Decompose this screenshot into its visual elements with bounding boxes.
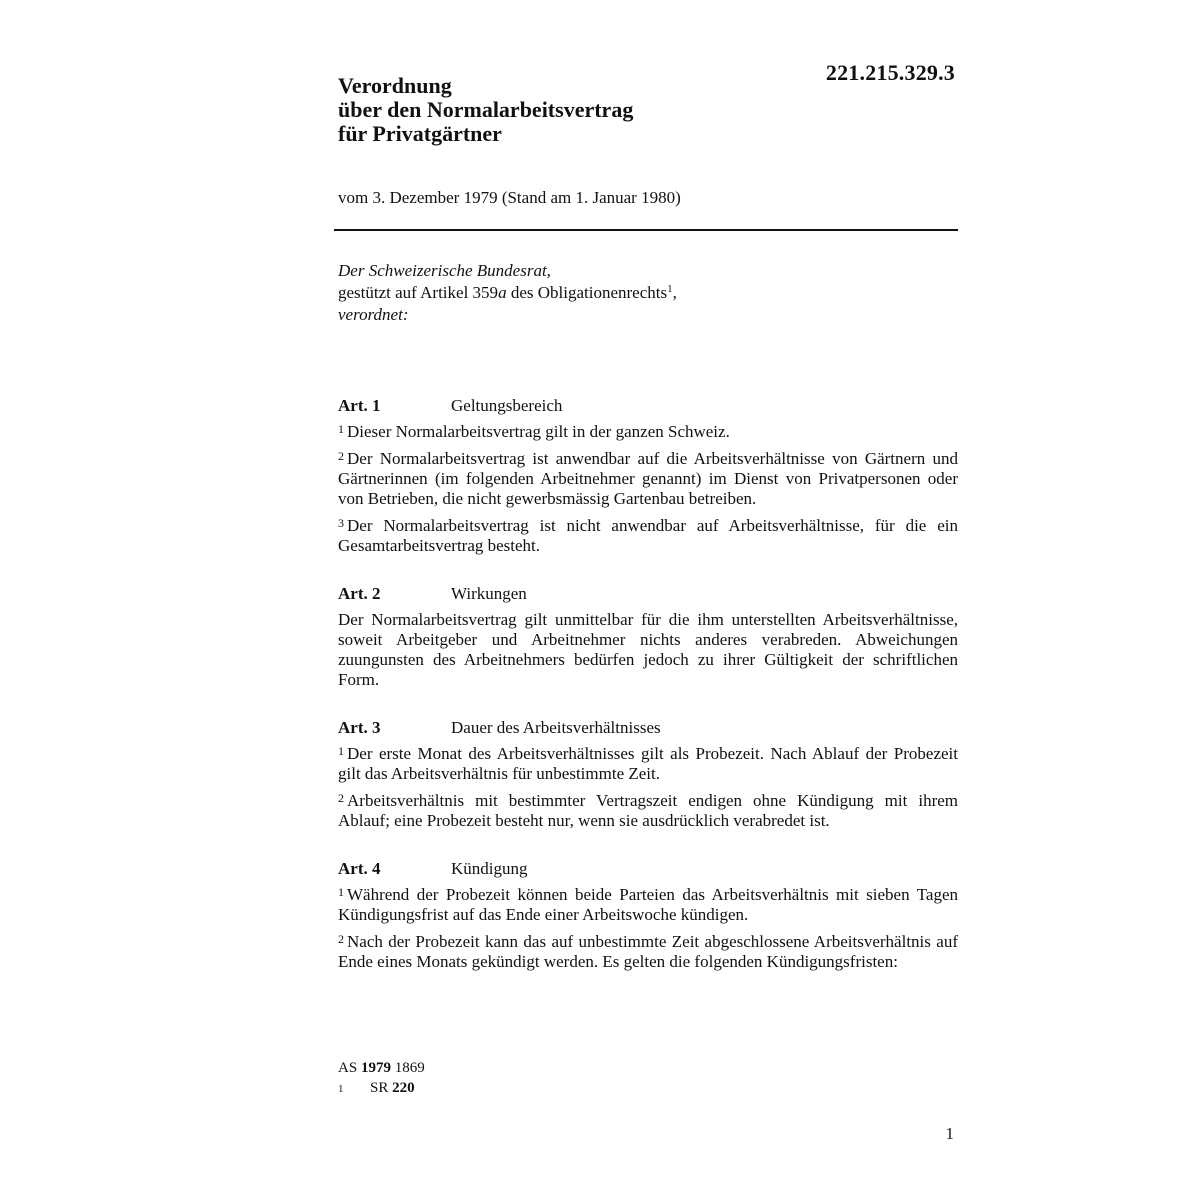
article-heading [338, 858, 958, 880]
preamble-basis-italic: a [498, 283, 507, 302]
preamble-enacting: verordnet: [338, 305, 409, 324]
article-title: Kündigung [451, 859, 528, 878]
document-title [338, 74, 758, 146]
article-spacer [338, 838, 958, 858]
paragraph-number: 1 [338, 885, 344, 899]
date-line: vom 3. Dezember 1979 (Stand am 1. Januar 1980) [338, 188, 681, 207]
article-paragraph [338, 932, 958, 972]
preamble [338, 260, 958, 326]
title-line-2: über den Normalarbeitsvertrag [338, 97, 634, 122]
footnote-text [370, 1078, 415, 1098]
footnotes [338, 1058, 425, 1099]
article-1 [338, 395, 958, 556]
article-heading [338, 717, 958, 739]
paragraph-text: Der erste Monat des Arbeitsverhältnisses gilt als Probezeit. Nach Ablauf der Probezeit gilt das Arbeitsverhältnis für unbestimmte Zeit. [338, 744, 958, 783]
paragraph-number: 2 [338, 932, 344, 946]
article-paragraph [338, 449, 958, 509]
preamble-basis [338, 282, 958, 304]
article-heading [338, 583, 958, 605]
preamble-authority: Der Schweizerische Bundesrat, [338, 261, 551, 280]
article-paragraph [338, 610, 958, 690]
paragraph-text: Dieser Normalarbeitsvertrag gilt in der ganzen Schweiz. [347, 422, 730, 441]
official-collection-reference [338, 1058, 425, 1078]
paragraph-number: 3 [338, 516, 344, 530]
article-paragraph [338, 885, 958, 925]
preamble-basis-end: , [672, 283, 677, 302]
as-prefix: AS [338, 1060, 361, 1076]
article-paragraph [338, 516, 958, 556]
paragraph-text: Der Normalarbeitsvertrag ist anwendbar auf die Arbeitsverhältnisse von Gärtnern und Gärtnerinnen (im folgenden Arbeitnehmer genannt) im Dienst von Privatpersonen oder von Betrieben, die nicht gewerbsmässig Gartenbau betreiben. [338, 449, 958, 508]
article-number: Art. 3 [338, 718, 381, 737]
paragraph-number: 1 [338, 422, 344, 436]
sr-number: 221.215.329.3 [825, 60, 955, 85]
article-heading [338, 395, 958, 417]
footnote-prefix: SR [370, 1080, 393, 1096]
footnote-mark: 1 [338, 1083, 344, 1095]
article-paragraph [338, 744, 958, 784]
article-title: Wirkungen [451, 584, 527, 603]
paragraph-text: Arbeitsverhältnis mit bestimmter Vertragszeit endigen ohne Kündigung mit ihrem Ablauf; eine Probezeit besteht nur, wenn sie ausdrücklich verabredet ist. [338, 791, 958, 830]
paragraph-number: 1 [338, 744, 344, 758]
paragraph-text: Während der Probezeit können beide Parteien das Arbeitsverhältnis mit sieben Tagen Kündigungsfrist auf das Ende einer Arbeitswoche kündigen. [338, 885, 958, 924]
footnote-ref-1[interactable]: 1 [667, 283, 673, 295]
preamble-basis-suffix: des Obligationenrechts [506, 283, 668, 302]
articles-body [338, 395, 958, 979]
title-divider [334, 229, 958, 231]
article-3 [338, 717, 958, 831]
article-paragraph [338, 791, 958, 831]
article-title: Dauer des Arbeitsverhältnisses [451, 718, 661, 737]
footnote-1 [338, 1078, 425, 1099]
page-number: 1 [945, 1124, 954, 1143]
paragraph-text: Der Normalarbeitsvertrag ist nicht anwendbar auf Arbeitsverhältnisse, für die ein Gesamtarbeitsvertrag besteht. [338, 516, 958, 555]
paragraph-number: 2 [338, 791, 344, 805]
article-2 [338, 583, 958, 690]
title-line-3: für Privatgärtner [338, 121, 502, 146]
article-number: Art. 1 [338, 396, 381, 415]
article-number: Art. 2 [338, 584, 381, 603]
footnote-sr-number[interactable]: 220 [392, 1080, 415, 1096]
title-line-1: Verordnung [338, 73, 452, 98]
preamble-basis-prefix: gestützt auf Artikel 359 [338, 283, 499, 302]
article-4 [338, 858, 958, 972]
article-paragraph [338, 422, 958, 442]
article-spacer [338, 697, 958, 717]
article-spacer [338, 563, 958, 583]
paragraph-number: 2 [338, 449, 344, 463]
as-year: 1979 [360, 1060, 391, 1076]
as-page: 1869 [390, 1060, 425, 1076]
article-number: Art. 4 [338, 859, 381, 878]
paragraph-text: Der Normalarbeitsvertrag gilt unmittelbar für die ihm unterstellten Arbeitsverhältnisse, soweit Arbeitgeber und Arbeitnehmer nichts anderes verabreden. Abweichungen zuungunsten des Arbeitnehmers bedürfen jedoch zu ihrer Gültigkeit der schriftlichen Form. [338, 610, 958, 689]
paragraph-text: Nach der Probezeit kann das auf unbestimmte Zeit abgeschlossene Arbeitsverhältnis auf Ende eines Monats gekündigt werden. Es gelten die folgenden Kündigungsfristen: [338, 932, 958, 971]
article-title: Geltungsbereich [451, 396, 563, 415]
